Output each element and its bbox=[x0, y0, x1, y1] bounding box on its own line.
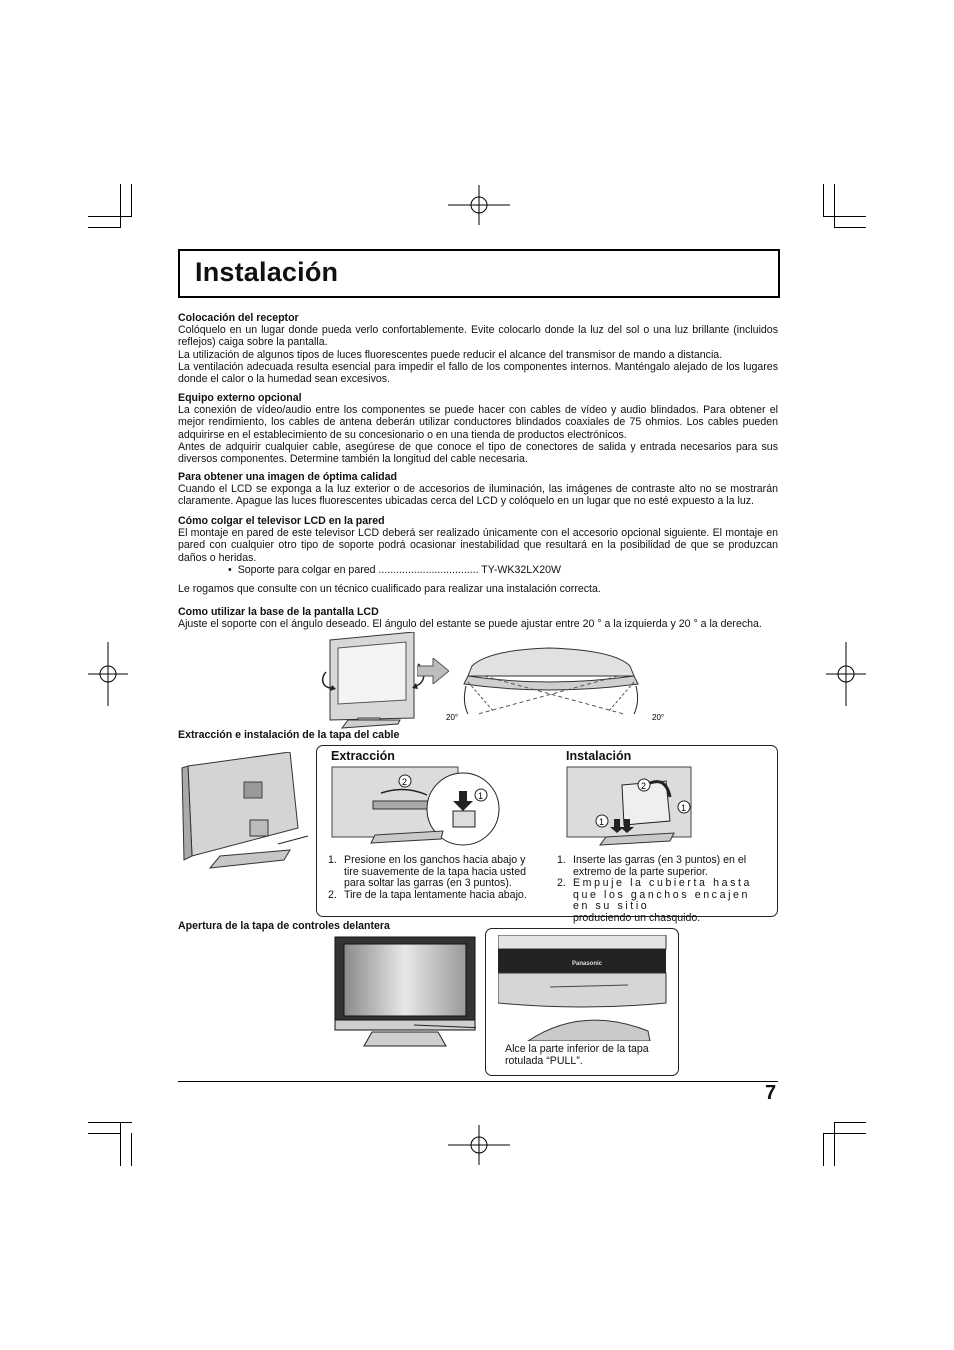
section-heading: Para obtener una imagen de óptima calidad bbox=[178, 471, 397, 483]
step-text: Presione en los ganchos hacia abajo y tire suavemente de la tapa hacia usted para soltar las garras (en 3 puntos). bbox=[344, 854, 526, 890]
registration-mark-left bbox=[88, 642, 128, 706]
step-item bbox=[557, 878, 769, 924]
angle-right-label: 20° bbox=[652, 713, 665, 722]
paragraph: La ventilación adecuada resulta esencial para impedir el fallo de los componentes internos. Manténgalo alejado de los lugares donde el calor o la humedad sean excesivos. bbox=[178, 360, 778, 386]
crop-mark bbox=[834, 1122, 866, 1123]
pull-cover-callout bbox=[485, 928, 679, 1076]
step-marker: 1 bbox=[478, 791, 484, 801]
step-marker: 1 bbox=[599, 817, 605, 827]
step-text: Tire de la tapa lentamente hacia abajo. bbox=[344, 888, 527, 901]
instalacion-title: Instalación bbox=[566, 749, 632, 763]
title-box bbox=[178, 249, 780, 298]
extraccion-title: Extracción bbox=[331, 749, 395, 763]
instalacion-illustration bbox=[566, 765, 696, 857]
angle-left-label: 20° bbox=[446, 713, 459, 722]
section-heading: Extracción e instalación de la tapa del cable bbox=[178, 729, 400, 741]
registration-mark-right bbox=[826, 642, 866, 706]
top-view-illustration bbox=[444, 632, 674, 724]
crop-mark bbox=[823, 184, 824, 216]
registration-mark-top bbox=[448, 185, 510, 225]
step-marker: 2 bbox=[402, 777, 408, 787]
step-text-tail: produciendo un chasquido. bbox=[573, 911, 701, 924]
page-number: 7 bbox=[765, 1082, 777, 1104]
extraccion-illustration bbox=[331, 765, 503, 857]
paragraph: Cuando el LCD se exponga a la luz exterior o de accesorios de iluminación, las imágenes de contraste alto no se mostrarán claramente. Apague las luces fluorescentes ubicadas cerca del LCD y colóquelo en un lugar que no esté expuesto a la luz. bbox=[178, 483, 778, 508]
paragraph: Le rogamos que consulte con un técnico cualificado para realizar una instalación correcta. bbox=[178, 583, 601, 596]
step-number: 1. bbox=[557, 854, 566, 866]
brand-logo: Panasonic bbox=[572, 961, 603, 967]
paragraph: La utilización de algunos tipos de luces fluorescentes puede reducir el alcance del transmisor de mando a distancia. bbox=[178, 348, 723, 361]
section-colgar bbox=[178, 515, 778, 595]
pull-caption: Alce la parte inferior de la tapa rotulada “PULL”. bbox=[505, 1043, 649, 1068]
section-colocacion bbox=[178, 312, 778, 385]
registration-mark-bottom bbox=[448, 1125, 510, 1165]
crop-mark bbox=[131, 1133, 132, 1166]
section-equipo bbox=[178, 392, 778, 465]
tv-front-illustration bbox=[334, 936, 476, 1048]
crop-mark bbox=[88, 227, 120, 228]
crop-mark bbox=[834, 1122, 835, 1166]
paragraph: Antes de adquirir cualquier cable, asegúrese de que conoce el tipo de conectores de salida y entrada necesarios para sus diversos componentes. Determine también la longitud del cable necesaria. bbox=[178, 440, 778, 466]
crop-mark bbox=[88, 1122, 132, 1123]
instalacion-steps bbox=[557, 855, 769, 925]
step-item bbox=[328, 890, 542, 902]
crop-mark bbox=[88, 216, 132, 217]
section-heading: Apertura de la tapa de controles delantera bbox=[178, 920, 390, 932]
section-heading: Cómo colgar el televisor LCD en la pared bbox=[178, 515, 385, 527]
step-number: 2. bbox=[557, 877, 566, 890]
step-text: Empuje la cubierta hasta que los ganchos encajen en su sitio bbox=[573, 877, 752, 913]
paragraph: Colóquelo en un lugar donde pueda verlo confortablemente. Evite colocarlo donde la luz del sol o una luz brillante (incluidos reflejos) caiga sobre la pantalla. bbox=[178, 324, 778, 349]
crop-mark bbox=[88, 1133, 120, 1134]
crop-mark bbox=[120, 1122, 121, 1166]
crop-mark bbox=[823, 1133, 824, 1166]
section-heading: Colocación del receptor bbox=[178, 312, 299, 324]
crop-mark bbox=[120, 184, 121, 228]
step-marker: 1 bbox=[681, 803, 687, 813]
step-number: 1. bbox=[328, 854, 337, 866]
section-heading: Equipo externo opcional bbox=[178, 392, 302, 404]
bullet-dot: • bbox=[228, 563, 232, 576]
bullet-item bbox=[178, 564, 778, 576]
step-marker: 2 bbox=[641, 781, 647, 791]
extraccion-steps bbox=[328, 855, 542, 901]
bullet-text: Soporte para colgar en pared .................................. TY-WK32LX20W bbox=[237, 563, 561, 576]
section-heading: Como utilizar la base de la pantalla LCD bbox=[178, 606, 379, 618]
crop-mark bbox=[823, 1133, 866, 1134]
step-number: 2. bbox=[328, 888, 337, 901]
crop-mark bbox=[131, 184, 132, 216]
paragraph: Ajuste el soporte con el ángulo deseado. El ángulo del estante se puede ajustar entre 20 ° a la izquierda y 20 ° a la derecha. bbox=[178, 618, 762, 631]
paragraph: La conexión de vídeo/audio entre los componentes se puede hacer con cables de vídeo y audio blindados. Para obtener el mejor rendimiento, los cables de antena deberán utilizar conductores blindados coaxiales de 75 ohmios. Los cables pueden adquirirse en el establecimiento de su concesionario o en una tienda de productos electrónicos. bbox=[178, 404, 778, 441]
section-base bbox=[178, 606, 778, 630]
crop-mark bbox=[834, 227, 866, 228]
section-imagen bbox=[178, 471, 778, 508]
tv-back-illustration bbox=[180, 752, 310, 874]
crop-mark bbox=[823, 216, 866, 217]
paragraph: El montaje en pared de este televisor LCD deberá ser realizado únicamente con el accesorio opcional siguiente. El montaje en pared con cualquier otro tipo de soporte podrá ocasionar inestabilidad que resultará en la posibilidad de que se produzcan daños o heridas. bbox=[178, 527, 778, 564]
crop-mark bbox=[834, 184, 835, 228]
pull-cover-closeup bbox=[498, 935, 668, 1041]
step-item bbox=[557, 855, 769, 878]
section-apertura bbox=[178, 920, 778, 932]
step-item bbox=[328, 855, 542, 890]
page-title: Instalación bbox=[195, 257, 339, 287]
footer-rule bbox=[178, 1081, 778, 1082]
section-tapa-cable bbox=[178, 729, 778, 741]
step-text: Inserte las garras (en 3 puntos) en el extremo de la parte superior. bbox=[573, 854, 747, 878]
